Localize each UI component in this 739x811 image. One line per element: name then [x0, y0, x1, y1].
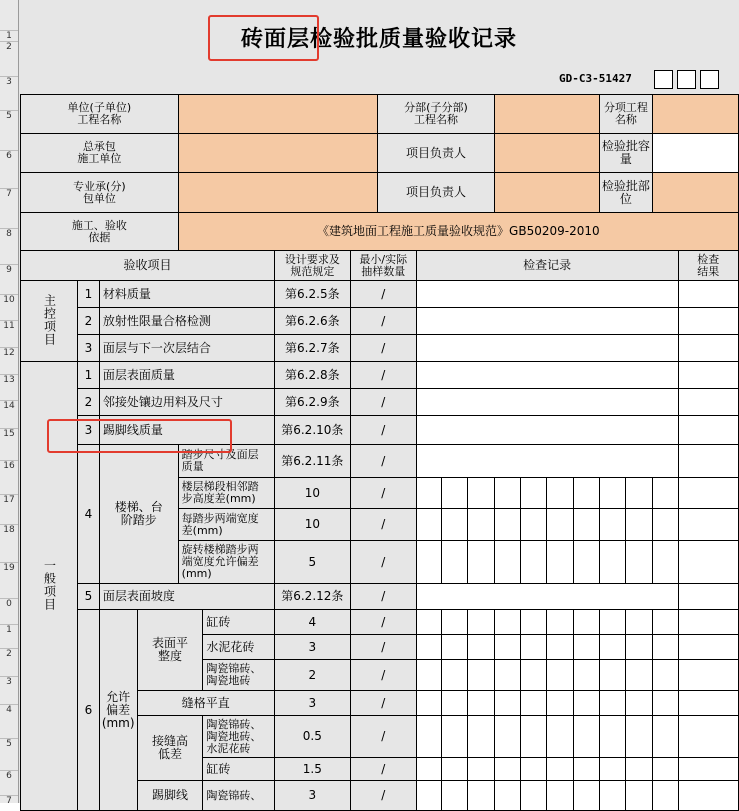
item-number: 3: [78, 335, 100, 362]
check-cell[interactable]: [626, 758, 653, 781]
check-record-cell[interactable]: [416, 281, 678, 308]
item-spec: 第6.2.10条: [274, 416, 350, 445]
sample-count[interactable]: /: [350, 541, 416, 584]
sample-count[interactable]: /: [350, 362, 416, 389]
row-number[interactable]: 3: [0, 76, 18, 87]
column-header-sample: 最小/实际 抽样数量: [350, 251, 416, 281]
check-cell[interactable]: [416, 610, 441, 635]
material-name: 陶瓷锦砖、 陶瓷地砖、 水泥花砖: [203, 716, 275, 758]
check-cell[interactable]: [653, 509, 678, 541]
check-cell[interactable]: [520, 541, 546, 584]
check-cell[interactable]: [626, 509, 653, 541]
row-number[interactable]: 17: [0, 494, 18, 505]
deviation-group-label: 允许 偏差 (mm): [99, 610, 137, 811]
number-box[interactable]: [654, 70, 673, 89]
check-result-cell[interactable]: [678, 335, 739, 362]
sample-count[interactable]: /: [350, 716, 416, 758]
check-cell[interactable]: [626, 716, 653, 758]
row-number[interactable]: 16: [0, 460, 18, 471]
item-spec: 10: [274, 478, 350, 509]
check-cell[interactable]: [520, 509, 546, 541]
check-result-cell[interactable]: [678, 716, 739, 758]
row-number[interactable]: 3: [0, 676, 18, 687]
item-spec: 0.5: [274, 716, 350, 758]
check-cell[interactable]: [547, 541, 573, 584]
check-cell[interactable]: [416, 758, 441, 781]
check-cell[interactable]: [442, 781, 468, 811]
row-number[interactable]: 11: [0, 320, 18, 331]
item-number: 5: [78, 584, 100, 610]
item-number: 4: [78, 445, 100, 584]
check-record-cell[interactable]: [416, 584, 678, 610]
item-spec: 10: [274, 509, 350, 541]
check-record-cell[interactable]: [416, 362, 678, 389]
sample-count[interactable]: /: [350, 635, 416, 660]
sample-count[interactable]: /: [350, 660, 416, 691]
row-number[interactable]: 9: [0, 264, 18, 275]
check-cell[interactable]: [442, 541, 468, 584]
row-number[interactable]: 19: [0, 562, 18, 573]
check-cell[interactable]: [626, 635, 653, 660]
row-number[interactable]: 6: [0, 770, 18, 781]
check-cell[interactable]: [547, 478, 573, 509]
check-cell[interactable]: [468, 478, 494, 509]
stairs-group-label: 楼梯、台 阶踏步: [99, 445, 178, 584]
check-cell[interactable]: [599, 781, 626, 811]
check-cell[interactable]: [573, 509, 599, 541]
check-cell[interactable]: [573, 781, 599, 811]
row-number[interactable]: 1: [0, 624, 18, 635]
item-spec: 3: [274, 691, 350, 716]
check-cell[interactable]: [573, 758, 599, 781]
check-record-cell[interactable]: [416, 445, 678, 478]
item-spec: 第6.2.12条: [274, 584, 350, 610]
check-result-cell[interactable]: [678, 610, 739, 635]
item-spec: 3: [274, 781, 350, 811]
check-result-cell[interactable]: [678, 781, 739, 811]
material-name: 水泥花砖: [203, 635, 275, 660]
batch-capacity-label: 检验批容量: [599, 134, 652, 173]
check-cell[interactable]: [494, 716, 520, 758]
check-result-cell[interactable]: [678, 509, 739, 541]
item-spec: 第6.2.6条: [274, 308, 350, 335]
item-number: 2: [78, 389, 100, 416]
basis-label: 施工、验收 依据: [21, 213, 179, 251]
check-cell[interactable]: [547, 758, 573, 781]
item-spec: 5: [274, 541, 350, 584]
check-result-cell[interactable]: [678, 691, 739, 716]
column-header-item: 验收项目: [21, 251, 275, 281]
check-cell[interactable]: [520, 691, 546, 716]
sample-count[interactable]: /: [350, 416, 416, 445]
row-number[interactable]: 5: [0, 738, 18, 749]
check-cell[interactable]: [653, 478, 678, 509]
row-number[interactable]: 8: [0, 228, 18, 239]
sample-count[interactable]: /: [350, 691, 416, 716]
project-manager-label-2: 项目负责人: [378, 173, 494, 213]
item-number: 1: [78, 281, 100, 308]
column-header-design: 设计要求及 规范规定: [274, 251, 350, 281]
check-result-cell[interactable]: [678, 281, 739, 308]
check-cell[interactable]: [599, 716, 626, 758]
item-highlight-box: [47, 419, 232, 453]
number-box[interactable]: [700, 70, 719, 89]
check-cell[interactable]: [520, 716, 546, 758]
check-cell[interactable]: [442, 716, 468, 758]
number-box[interactable]: [677, 70, 696, 89]
check-cell[interactable]: [416, 781, 441, 811]
general-contractor-label: 总承包 施工单位: [21, 134, 179, 173]
row-number[interactable]: 0: [0, 598, 18, 609]
check-cell[interactable]: [494, 541, 520, 584]
check-cell[interactable]: [442, 478, 468, 509]
item-name: 材料质量: [99, 281, 274, 308]
check-result-cell[interactable]: [678, 635, 739, 660]
row-number[interactable]: 13: [0, 374, 18, 385]
check-cell[interactable]: [547, 635, 573, 660]
sub-item-name: 楼层梯段相邻踏 步高度差(mm): [178, 478, 274, 509]
row-number[interactable]: 2: [0, 41, 18, 52]
check-cell[interactable]: [520, 660, 546, 691]
check-record-cell[interactable]: [416, 416, 678, 445]
sub-item-name: 踏步尺寸及面层 质量: [178, 445, 274, 478]
item-name: 面层表面坡度: [99, 584, 274, 610]
check-result-cell[interactable]: [678, 541, 739, 584]
worksheet: [19, 0, 739, 803]
check-cell[interactable]: [442, 758, 468, 781]
item-spec: 2: [274, 660, 350, 691]
check-cell[interactable]: [442, 691, 468, 716]
row-number[interactable]: 6: [0, 150, 18, 161]
check-cell[interactable]: [547, 509, 573, 541]
check-cell[interactable]: [599, 758, 626, 781]
row-number[interactable]: 12: [0, 347, 18, 358]
check-cell[interactable]: [468, 541, 494, 584]
check-cell[interactable]: [573, 691, 599, 716]
check-cell[interactable]: [442, 660, 468, 691]
check-cell[interactable]: [573, 541, 599, 584]
check-cell[interactable]: [520, 781, 546, 811]
sub-item-name: 旋转楼梯踏步两 端宽度允许偏差 (mm): [178, 541, 274, 584]
batch-capacity-field[interactable]: [653, 134, 739, 173]
check-cell[interactable]: [653, 716, 678, 758]
item-spec: 4: [274, 610, 350, 635]
check-result-cell[interactable]: [678, 308, 739, 335]
check-cell[interactable]: [494, 610, 520, 635]
item-name: 面层表面质量: [99, 362, 274, 389]
sample-count[interactable]: /: [350, 758, 416, 781]
check-cell[interactable]: [547, 691, 573, 716]
check-result-cell[interactable]: [678, 445, 739, 478]
item-spec: 1.5: [274, 758, 350, 781]
sub-item-name-label: 分项工程 名称: [599, 95, 652, 134]
check-cell[interactable]: [599, 635, 626, 660]
check-result-cell[interactable]: [678, 584, 739, 610]
check-cell[interactable]: [468, 509, 494, 541]
check-cell[interactable]: [416, 660, 441, 691]
item-number: 3: [78, 416, 100, 445]
skirting-label: 踢脚线: [137, 781, 203, 811]
check-cell[interactable]: [599, 660, 626, 691]
row-number[interactable]: 1: [0, 30, 18, 41]
sample-count[interactable]: /: [350, 781, 416, 811]
check-result-cell[interactable]: [678, 389, 739, 416]
item-spec: 第6.2.5条: [274, 281, 350, 308]
flatness-label: 表面平 整度: [137, 610, 203, 691]
check-cell[interactable]: [653, 635, 678, 660]
sample-count[interactable]: /: [350, 445, 416, 478]
sample-count[interactable]: /: [350, 308, 416, 335]
project-manager-field[interactable]: [494, 134, 599, 173]
check-cell[interactable]: [442, 610, 468, 635]
check-cell[interactable]: [653, 758, 678, 781]
check-cell[interactable]: [416, 716, 441, 758]
check-cell[interactable]: [573, 478, 599, 509]
check-cell[interactable]: [494, 635, 520, 660]
check-cell[interactable]: [416, 541, 441, 584]
sample-count[interactable]: /: [350, 610, 416, 635]
general-section-label: 一般项目: [21, 362, 78, 811]
division-name-label: 分部(子分部) 工程名称: [378, 95, 494, 134]
basis-value[interactable]: 《建筑地面工程施工质量验收规范》GB50209-2010: [178, 213, 738, 251]
check-cell[interactable]: [547, 660, 573, 691]
check-cell[interactable]: [416, 478, 441, 509]
item-spec: 第6.2.9条: [274, 389, 350, 416]
row-number[interactable]: 10: [0, 294, 18, 305]
check-cell[interactable]: [626, 691, 653, 716]
unit-name-field[interactable]: [178, 95, 378, 134]
check-cell[interactable]: [653, 541, 678, 584]
check-cell[interactable]: [599, 610, 626, 635]
row-number[interactable]: 7: [0, 188, 18, 199]
check-cell[interactable]: [520, 610, 546, 635]
division-name-field[interactable]: [494, 95, 599, 134]
row-number[interactable]: 7: [0, 795, 18, 803]
check-cell[interactable]: [468, 716, 494, 758]
check-cell[interactable]: [653, 660, 678, 691]
subcontractor-label: 专业承(分) 包单位: [21, 173, 179, 213]
row-number[interactable]: 14: [0, 400, 18, 411]
check-cell[interactable]: [653, 610, 678, 635]
material-name: 陶瓷锦砖、: [203, 781, 275, 811]
check-cell[interactable]: [599, 478, 626, 509]
check-cell[interactable]: [494, 509, 520, 541]
check-cell[interactable]: [599, 541, 626, 584]
material-name: 缸砖: [203, 758, 275, 781]
check-cell[interactable]: [653, 781, 678, 811]
check-cell[interactable]: [626, 660, 653, 691]
title-highlight-box: [208, 15, 319, 61]
item-spec: 第6.2.8条: [274, 362, 350, 389]
sample-count[interactable]: /: [350, 584, 416, 610]
row-number[interactable]: 2: [0, 648, 18, 659]
check-cell[interactable]: [494, 758, 520, 781]
sub-item-name-field[interactable]: [653, 95, 739, 134]
check-cell[interactable]: [442, 635, 468, 660]
check-cell[interactable]: [468, 635, 494, 660]
sub-item-name: 每踏步两端宽度 差(mm): [178, 509, 274, 541]
check-cell[interactable]: [494, 478, 520, 509]
item-number: 2: [78, 308, 100, 335]
check-cell[interactable]: [653, 691, 678, 716]
item-spec: 3: [274, 635, 350, 660]
row-number[interactable]: 5: [0, 110, 18, 121]
item-number: 1: [78, 362, 100, 389]
sample-count[interactable]: /: [350, 389, 416, 416]
item-name: 邻接处镶边用料及尺寸: [99, 389, 274, 416]
height-diff-label: 接缝高 低差: [137, 716, 203, 781]
project-manager-field-2[interactable]: [494, 173, 599, 213]
check-record-cell[interactable]: [416, 308, 678, 335]
check-cell[interactable]: [468, 691, 494, 716]
joint-straightness-label: 缝格平直: [137, 691, 274, 716]
check-cell[interactable]: [442, 509, 468, 541]
unit-name-label: 单位(子单位) 工程名称: [21, 95, 179, 134]
check-cell[interactable]: [599, 691, 626, 716]
project-manager-label: 项目负责人: [378, 134, 494, 173]
check-cell[interactable]: [547, 781, 573, 811]
check-cell[interactable]: [520, 478, 546, 509]
item-name: 踢脚线质量: [99, 416, 274, 445]
page-title: 砖面层检验批质量验收记录: [240, 27, 517, 52]
check-cell[interactable]: [626, 478, 653, 509]
check-cell[interactable]: [547, 716, 573, 758]
batch-location-label: 检验批部位: [599, 173, 652, 213]
material-name: 陶瓷锦砖、 陶瓷地砖: [203, 660, 275, 691]
check-cell[interactable]: [599, 509, 626, 541]
item-spec: 第6.2.7条: [274, 335, 350, 362]
general-contractor-field[interactable]: [178, 134, 378, 173]
check-cell[interactable]: [520, 635, 546, 660]
check-cell[interactable]: [494, 781, 520, 811]
check-cell[interactable]: [494, 660, 520, 691]
check-result-cell[interactable]: [678, 416, 739, 445]
main-section-label: 主控项目: [21, 281, 78, 362]
check-record-cell[interactable]: [416, 389, 678, 416]
check-result-cell[interactable]: [678, 362, 739, 389]
check-record-cell[interactable]: [416, 335, 678, 362]
item-name: 面层与下一次层结合: [99, 335, 274, 362]
check-cell[interactable]: [573, 660, 599, 691]
check-cell[interactable]: [520, 758, 546, 781]
check-cell[interactable]: [626, 541, 653, 584]
check-cell[interactable]: [416, 635, 441, 660]
check-cell[interactable]: [468, 610, 494, 635]
batch-location-field[interactable]: [653, 173, 739, 213]
sample-count[interactable]: /: [350, 509, 416, 541]
check-cell[interactable]: [494, 691, 520, 716]
subcontractor-field[interactable]: [178, 173, 378, 213]
item-number: 6: [78, 610, 100, 811]
check-cell[interactable]: [468, 660, 494, 691]
check-cell[interactable]: [416, 691, 441, 716]
check-cell[interactable]: [573, 610, 599, 635]
check-cell[interactable]: [416, 509, 441, 541]
column-header-result: 检查 结果: [678, 251, 739, 281]
check-cell[interactable]: [468, 781, 494, 811]
check-cell[interactable]: [626, 610, 653, 635]
check-cell[interactable]: [468, 758, 494, 781]
sample-count[interactable]: /: [350, 335, 416, 362]
check-cell[interactable]: [547, 610, 573, 635]
row-number[interactable]: 18: [0, 524, 18, 535]
sample-count[interactable]: /: [350, 478, 416, 509]
item-name: 放射性限量合格检测: [99, 308, 274, 335]
check-cell[interactable]: [573, 635, 599, 660]
check-result-cell[interactable]: [678, 478, 739, 509]
item-spec: 第6.2.11条: [274, 445, 350, 478]
sample-count[interactable]: /: [350, 281, 416, 308]
check-result-cell[interactable]: [678, 660, 739, 691]
row-number[interactable]: 4: [0, 704, 18, 715]
check-cell[interactable]: [573, 716, 599, 758]
document-number: GD-C3-51427: [559, 72, 632, 85]
check-result-cell[interactable]: [678, 758, 739, 781]
material-name: 缸砖: [203, 610, 275, 635]
column-header-records: 检查记录: [416, 251, 678, 281]
check-cell[interactable]: [626, 781, 653, 811]
row-number-gutter: [0, 0, 19, 803]
row-number[interactable]: 15: [0, 428, 18, 439]
